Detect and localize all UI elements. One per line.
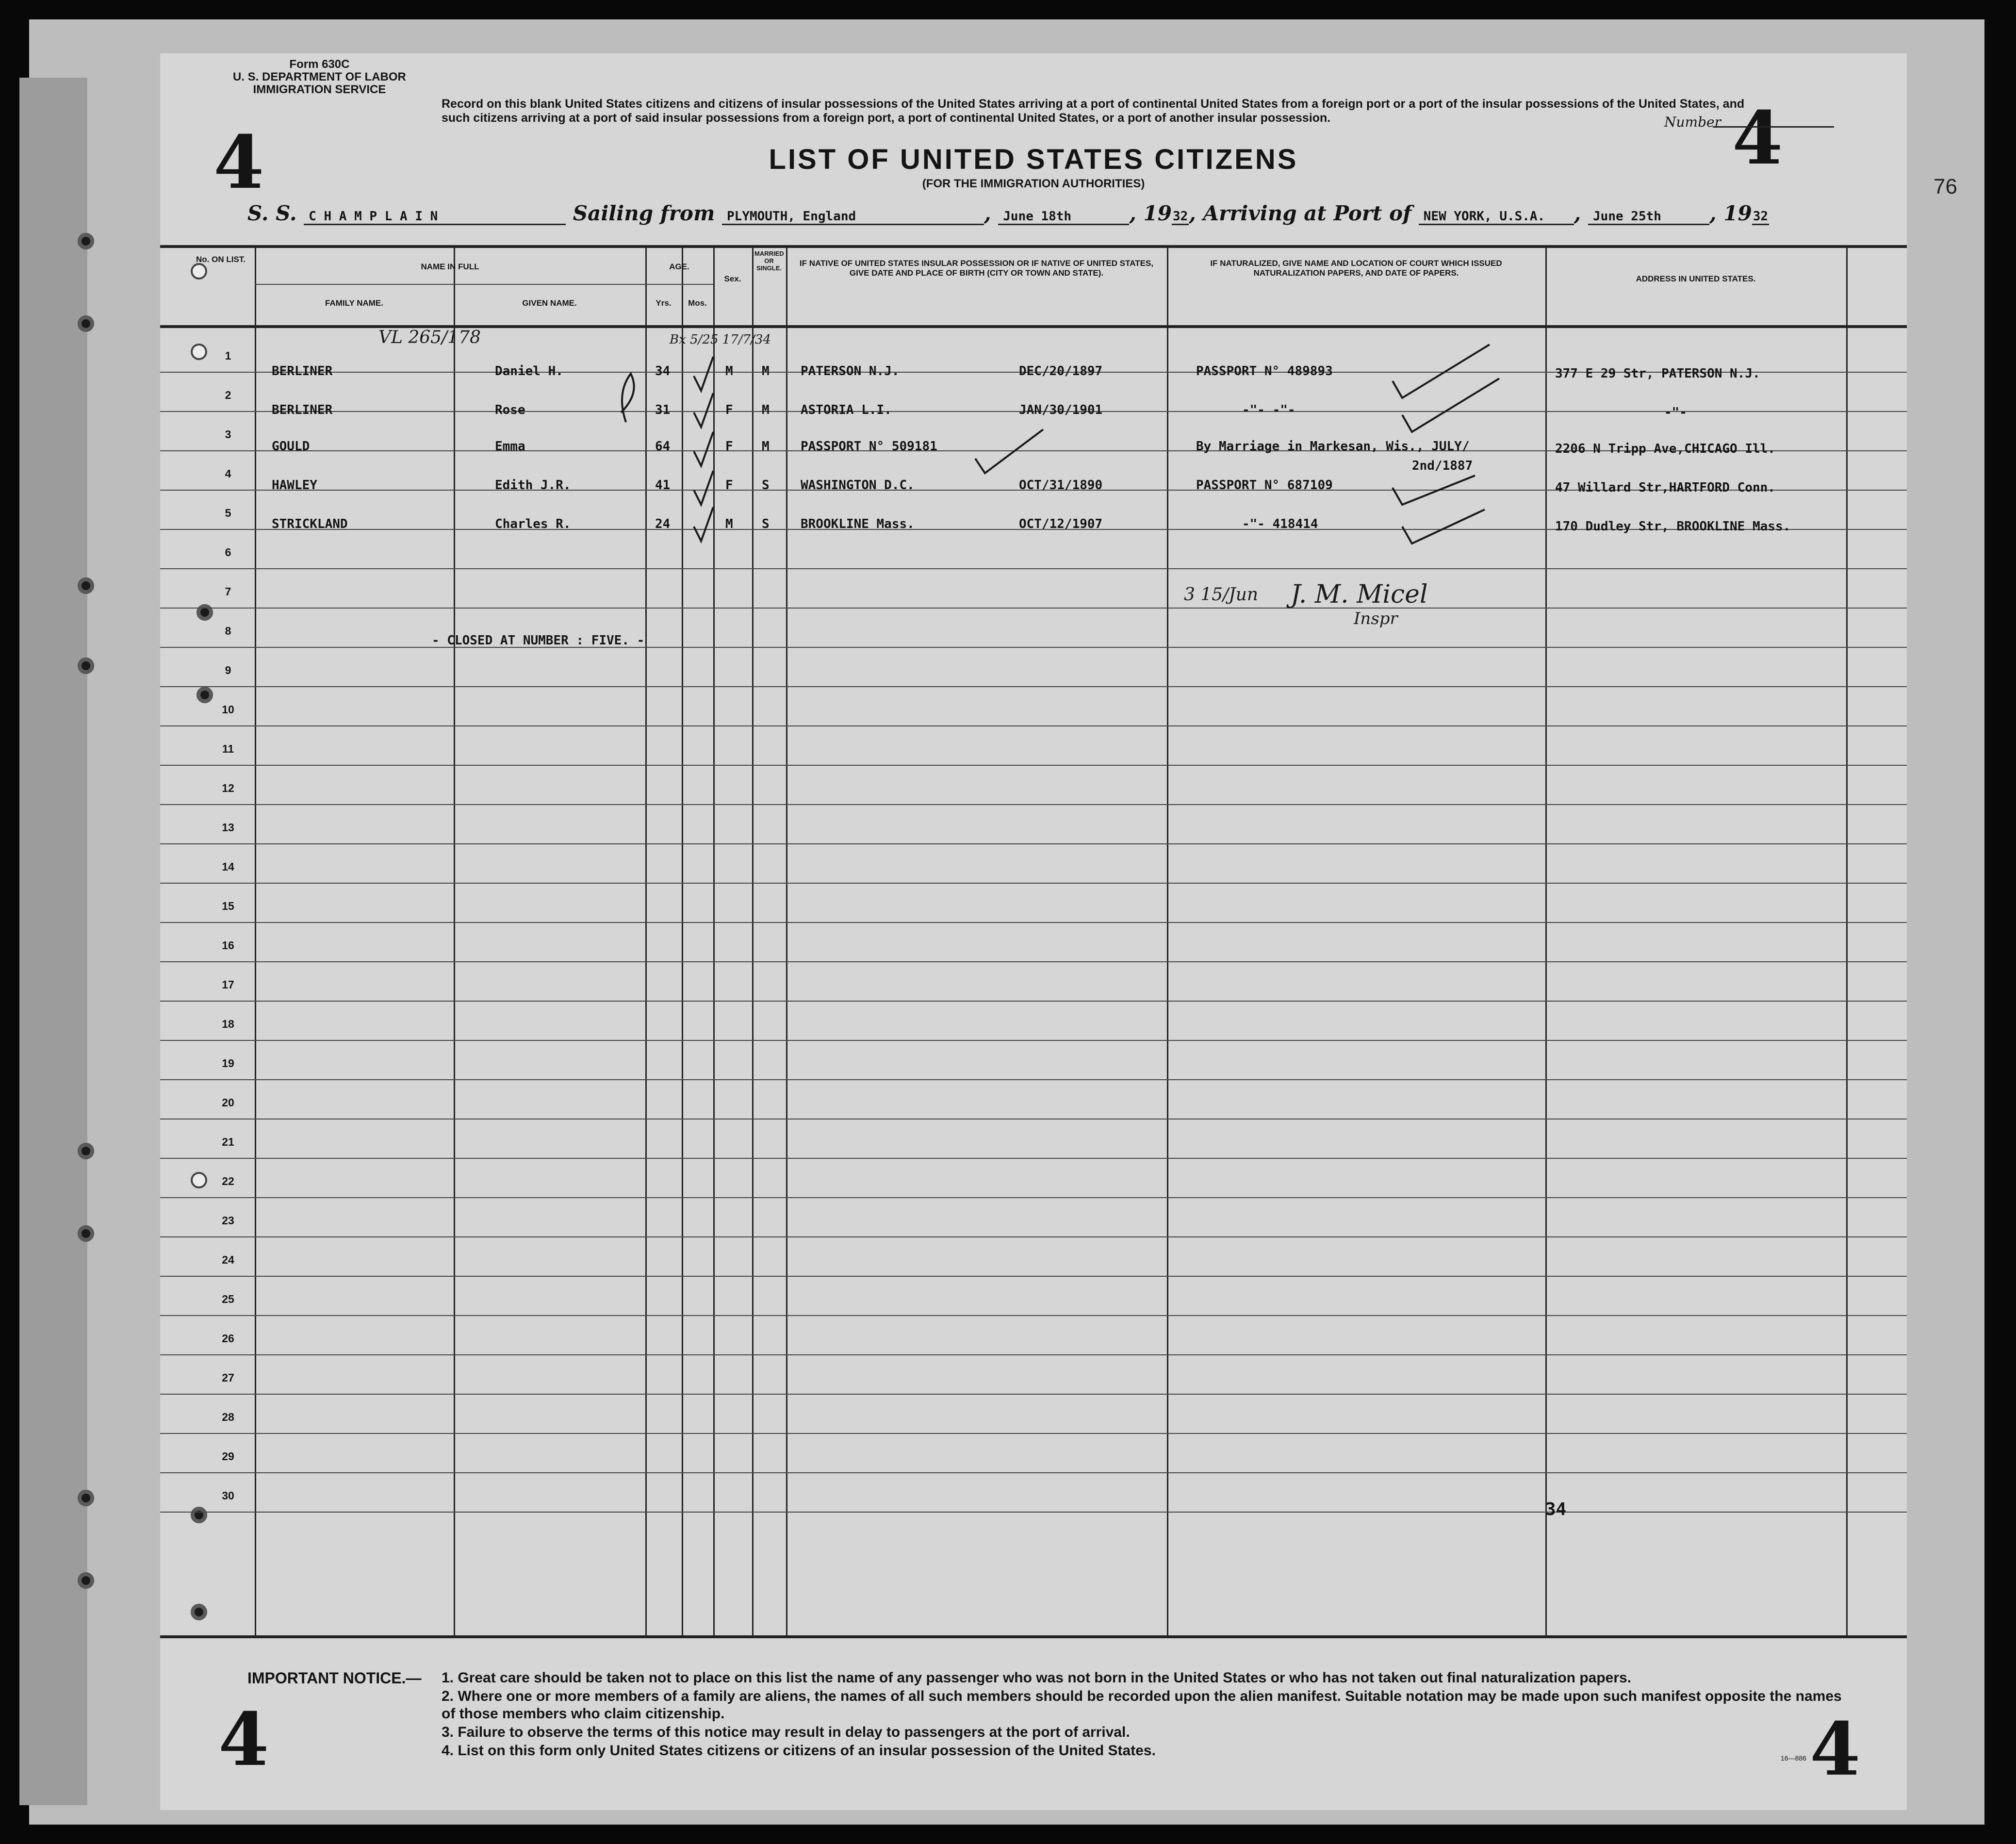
header-yrs: Yrs. (656, 298, 672, 308)
departure-port: PLYMOUTH, England (722, 209, 984, 225)
sex: M (725, 517, 733, 531)
line-number: 3 (225, 428, 231, 441)
inspector-title: Inspr (1354, 609, 1398, 628)
binder-hole (78, 1572, 94, 1589)
address: 47 Willard Str,HARTFORD Conn. (1555, 480, 1775, 495)
ruled-line (160, 843, 1907, 844)
line-number: 13 (222, 821, 234, 834)
sex: F (725, 403, 733, 417)
ruled-line (160, 1079, 1907, 1080)
arriving-label: Arriving at Port of (1203, 201, 1412, 225)
family-name: GOULD (272, 439, 310, 454)
ruled-line (160, 1315, 1907, 1316)
ruled-line (160, 883, 1907, 884)
birth-date: DEC/20/1897 (1019, 364, 1103, 379)
inspector-signature: J. M. Micel (1291, 580, 1428, 609)
given-name: Emma (495, 439, 525, 454)
line-number: 4 (225, 467, 231, 480)
header-no: No. ON LIST. (196, 255, 246, 264)
binder-hole (78, 315, 94, 332)
line-number: 6 (225, 546, 231, 559)
check-mark (694, 471, 713, 505)
line-number: 10 (222, 703, 234, 716)
sex: F (725, 478, 733, 493)
ruled-line (160, 1001, 1907, 1002)
side-number-76: 76 (1934, 175, 1957, 198)
notice-item-3: 3. Failure to observe the terms of this notice may result in delay to passengers at the port of arrival. (442, 1724, 1130, 1740)
handwritten-mark (621, 374, 634, 422)
ruled-line (160, 686, 1907, 687)
family-name: STRICKLAND (272, 517, 348, 531)
family-name: BERLINER (272, 403, 333, 417)
given-name: Edith J.R. (495, 478, 571, 493)
line-number: 17 (222, 978, 234, 991)
notice-item-1: 1. Great care should be taken not to place on this list the name of any passenger who was not born in the United States or who has not taken out final naturalization papers. (442, 1670, 1632, 1686)
line-number: 30 (222, 1489, 234, 1502)
line-number: 5 (225, 507, 231, 519)
line-number: 29 (222, 1450, 234, 1463)
header-address: ADDRESS IN UNITED STATES. (1636, 274, 1756, 283)
line-number: 28 (222, 1411, 234, 1423)
header-birth: IF NATIVE OF UNITED STATES INSULAR POSSESSION OR IF NATIVE OF UNITED STATES, GIVE DATE AND PLACE OF BIRTH (CITY OR TOWN AND STATE). (799, 259, 1154, 278)
ruled-line (160, 1119, 1907, 1120)
ruled-line (160, 1433, 1907, 1434)
given-name: Rose (495, 403, 525, 417)
line-number: 20 (222, 1096, 234, 1109)
line-number: 14 (222, 860, 234, 873)
department-label: U. S. DEPARTMENT OF LABOR (233, 70, 406, 83)
marital-status: M (762, 439, 770, 454)
age-years: 34 (655, 364, 671, 379)
line-number: 11 (222, 742, 234, 755)
ruled-line (160, 725, 1907, 726)
passenger-table (160, 245, 1907, 1643)
binder-hole (78, 658, 94, 674)
line-number: 9 (225, 664, 231, 676)
header-family-name: FAMILY NAME. (325, 298, 383, 308)
ss-label: S. S. (247, 201, 297, 225)
arrival-port: NEW YORK, U.S.A. (1419, 209, 1574, 225)
sex: M (725, 364, 733, 379)
check-marks (160, 245, 1907, 682)
sailing-date: June 18th (998, 209, 1129, 225)
closed-at-number-note: - CLOSED AT NUMBER : FIVE. - (432, 633, 645, 648)
address: 2206 N Tripp Ave,CHICAGO Ill. (1555, 442, 1775, 456)
ruled-line (160, 1394, 1907, 1395)
naturalization-date: 2nd/1887 (1412, 459, 1473, 473)
naturalization: PASSPORT N° 687109 (1196, 478, 1333, 493)
ruled-line (160, 1236, 1907, 1237)
marital-status: S (762, 478, 770, 493)
family-name: BERLINER (272, 364, 333, 379)
table-bottom-rule (160, 1635, 1907, 1638)
form-title: LIST OF UNITED STATES CITIZENS (769, 144, 1298, 175)
line-number: 23 (222, 1214, 234, 1227)
age-years: 24 (655, 517, 671, 531)
header-mos: Mos. (688, 298, 707, 308)
ruled-line (160, 1354, 1907, 1355)
age-years: 31 (655, 403, 671, 417)
handwritten-count: 3 15/Jun (1184, 585, 1259, 605)
given-name: Daniel H. (495, 364, 563, 379)
address: -"- (1664, 405, 1687, 420)
check-mark (1393, 476, 1475, 505)
handwritten-age-note: Bx 5/25 17/7/34 (670, 332, 771, 347)
ruled-line (160, 1276, 1907, 1277)
family-name: HAWLEY (272, 478, 317, 493)
age-years: 64 (655, 439, 671, 454)
marital-status: M (762, 403, 770, 417)
line-number: 18 (222, 1018, 234, 1030)
birth-place: PASSPORT N° 509181 (801, 439, 937, 454)
check-mark (694, 357, 713, 391)
ruled-line (160, 961, 1907, 962)
check-mark (1402, 379, 1499, 432)
ship-name: C H A M P L A I N (304, 209, 566, 225)
line-number: 19 (222, 1057, 234, 1070)
ruled-line (160, 1197, 1907, 1198)
ruled-line (160, 765, 1907, 766)
marital-status: M (762, 364, 770, 379)
line-number: 2 (225, 389, 231, 401)
check-mark (1402, 510, 1485, 543)
line-number: 21 (222, 1136, 234, 1148)
line-number: 15 (222, 900, 234, 912)
header-age: AGE. (669, 262, 689, 271)
number-underline (1713, 126, 1834, 128)
ruled-line (160, 1040, 1907, 1041)
birth-date: JAN/30/1901 (1019, 403, 1103, 417)
birth-place: ASTORIA L.I. (801, 403, 892, 417)
ruled-line (160, 1512, 1907, 1513)
arrival-date: June 25th (1588, 209, 1709, 225)
line-number: 27 (222, 1371, 234, 1384)
page-mark-bottom-right: 4 (1810, 1707, 1861, 1792)
check-mark (694, 507, 713, 541)
sex: F (725, 439, 733, 454)
margin-count: 34 (1545, 1499, 1567, 1519)
form-number: Form 630C (289, 58, 350, 71)
arrival-year: 32 (1752, 209, 1769, 225)
line-number: 22 (222, 1175, 234, 1187)
citizens-list-form (160, 53, 1907, 1810)
sailing-label: Sailing from (573, 201, 715, 225)
number-label: Number (1664, 114, 1721, 130)
header-sex: Sex. (724, 274, 741, 283)
given-name: Charles R. (495, 517, 571, 531)
record-instructions: Record on this blank United States citizens and citizens of insular possessions of the United States arriving at a port of continental United States from a foreign port or a port of the insular possessions of the United States, and such citizens arriving at a port of said insular possessions from a foreign port, a port of continental United States, or a port of another insular possession. (442, 97, 1745, 125)
address: 170 Dudley Str, BROOKLINE Mass. (1555, 519, 1791, 534)
birth-place: WASHINGTON D.C. (801, 478, 915, 493)
check-mark (694, 432, 713, 466)
ruled-line (160, 1158, 1907, 1159)
voyage-line: S. S. C H A M P L A I N Sailing from PLYMOUTH, England , June 18th , 1932, Arriving at Port of NEW YORK, U.S.A. , June 25th , 1932 (247, 201, 1769, 225)
header-name-in-full: NAME IN FULL (421, 262, 479, 271)
ruled-line (160, 804, 1907, 805)
page-mark-top-left: 4 (213, 120, 264, 205)
header-married: MARRIED OR SINGLE. (754, 250, 784, 272)
line-number: 24 (222, 1253, 234, 1266)
age-years: 41 (655, 478, 671, 493)
header-given-name: GIVEN NAME. (522, 298, 577, 308)
address: 377 E 29 Str, PATERSON N.J. (1555, 366, 1760, 381)
check-mark (1393, 345, 1490, 398)
naturalization: PASSPORT N° 489893 (1196, 364, 1333, 379)
binder-hole (78, 1490, 94, 1506)
ruled-line (160, 922, 1907, 923)
binder-hole (78, 577, 94, 594)
birth-place: PATERSON N.J. (801, 364, 900, 379)
form-number-block (233, 58, 406, 96)
back-sheet-edge (19, 78, 87, 1805)
binder-hole (78, 1143, 94, 1159)
header-naturalized: IF NATURALIZED, GIVE NAME AND LOCATION OF COURT WHICH ISSUED NATURALIZATION PAPERS, AND DATE OF PAPERS. (1210, 259, 1502, 278)
line-number: 1 (225, 349, 231, 362)
marital-status: S (762, 517, 770, 531)
form-subtitle: (FOR THE IMMIGRATION AUTHORITIES) (922, 177, 1145, 190)
list-number-value: 4 (1732, 96, 1783, 181)
line-number: 8 (225, 625, 231, 637)
line-number: 12 (222, 782, 234, 794)
line-number: 7 (225, 585, 231, 598)
form-code: 16—886 (1781, 1754, 1806, 1762)
sailing-year: 32 (1172, 209, 1189, 225)
birth-place: BROOKLINE Mass. (801, 517, 915, 531)
notice-item-2: 2. Where one or more members of a family are aliens, the names of all such members should be recorded upon the alien manifest. Suitable notation may be made upon such manifest opposite the names of those members who claim citizenship. (442, 1688, 1842, 1722)
line-number: 16 (222, 939, 234, 952)
birth-date: OCT/12/1907 (1019, 517, 1103, 531)
handwritten-file-reference: VL 265/178 (378, 328, 481, 347)
notice-item-4: 4. List on this form only United States citizens or citizens of an insular possession of the United States. (442, 1743, 1156, 1759)
page-mark-bottom-left: 4 (218, 1697, 269, 1782)
service-label: IMMIGRATION SERVICE (253, 83, 386, 96)
naturalization: -"- 418414 (1242, 517, 1318, 531)
line-number: 25 (222, 1293, 234, 1305)
binder-hole (78, 1225, 94, 1242)
naturalization: -"- -"- (1242, 403, 1295, 417)
ruled-line (160, 1472, 1907, 1473)
sailing-year-prefix: 19 (1143, 201, 1172, 225)
check-mark (975, 429, 1043, 473)
line-number: 26 (222, 1332, 234, 1345)
naturalization: By Marriage in Markesan, Wis., JULY/ (1196, 439, 1470, 454)
notice-heading: IMPORTANT NOTICE.— (247, 1669, 422, 1687)
binder-hole (78, 233, 94, 249)
arrival-year-prefix: 19 (1723, 201, 1752, 225)
birth-date: OCT/31/1890 (1019, 478, 1103, 493)
check-mark (694, 393, 713, 427)
